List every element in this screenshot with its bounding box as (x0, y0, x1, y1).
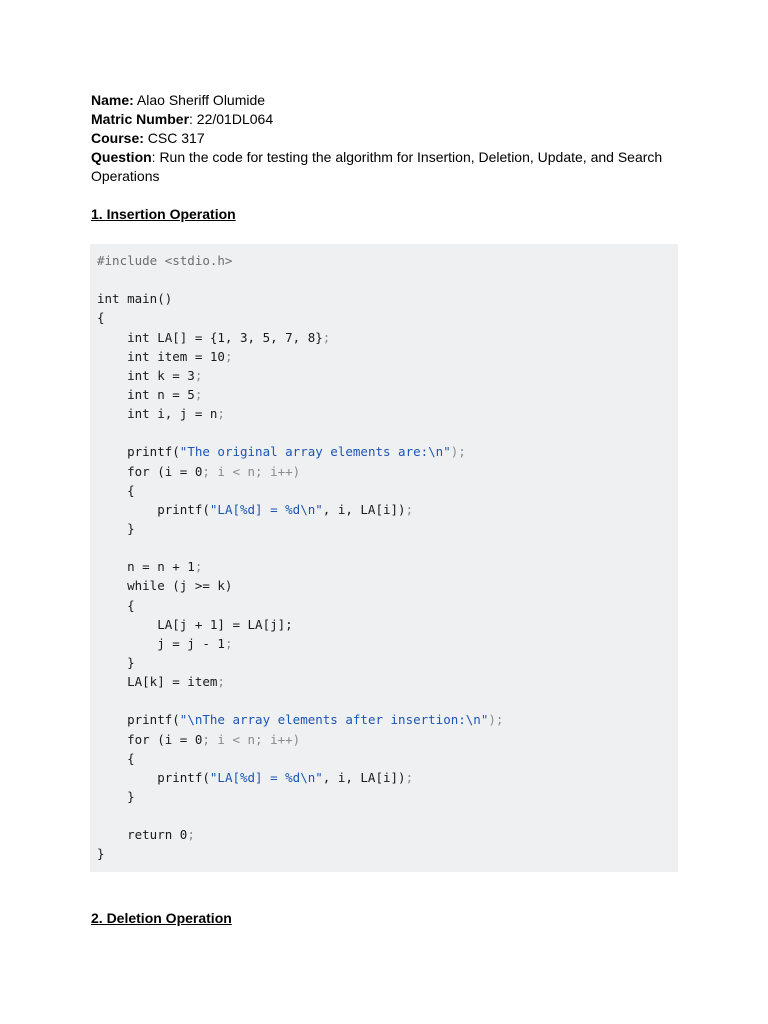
code-token: { (97, 482, 135, 498)
code-token: printf( (97, 769, 210, 785)
deletion-heading: 2. Deletion Operation (91, 910, 232, 926)
code-line (97, 442, 671, 461)
question-label: Question (91, 149, 152, 165)
code-line (97, 825, 671, 844)
code-line (97, 385, 671, 404)
code-token: , i, LA[i]) (322, 501, 406, 517)
code-line (97, 251, 671, 270)
code-token: , i, LA[i]) (322, 769, 406, 785)
code-line (97, 270, 671, 289)
code-token: ; (224, 635, 233, 651)
code-line (97, 672, 671, 691)
code-line (97, 328, 671, 347)
code-token: while (j >= k) (97, 578, 233, 594)
matric-value: : 22/01DL064 (189, 111, 274, 127)
code-line (97, 691, 671, 710)
name-value: Alao Sheriff Olumide (133, 92, 266, 108)
code-token: ; (322, 329, 331, 345)
code-token: ; (194, 559, 203, 575)
code-token: ; i < n; i++) (202, 731, 301, 747)
code-line (97, 404, 671, 423)
code-line (97, 289, 671, 308)
matric-line (91, 110, 691, 129)
code-token: "LA[%d] = %d\n" (209, 769, 323, 785)
code-token: LA[j + 1] = LA[j]; (97, 616, 293, 632)
code-token: } (97, 520, 135, 536)
code-token: { (97, 750, 135, 766)
code-token: ; (405, 501, 414, 517)
code-token: int k = 3 (97, 367, 195, 383)
course-value: CSC 317 (143, 130, 205, 146)
code-token: LA[k] = item (97, 674, 218, 690)
code-token: int n = 5 (97, 386, 195, 402)
document-header (91, 91, 691, 186)
code-token: j = j - 1 (97, 635, 225, 651)
name-label: Name: (91, 92, 134, 108)
name-line (91, 91, 691, 110)
code-line (97, 481, 671, 500)
code-line (97, 557, 671, 576)
matric-label: Matric Number (91, 111, 190, 127)
code-line (97, 519, 671, 538)
code-token: } (97, 654, 135, 670)
code-line (97, 615, 671, 634)
code-line (97, 730, 671, 749)
code-line (97, 423, 671, 442)
code-token: ; (217, 674, 225, 690)
code-line (97, 366, 671, 385)
code-token: int main() (97, 291, 173, 307)
code-token: int LA[] = {1, 3, 5, 7, 8} (97, 329, 323, 345)
code-token: ); (450, 444, 466, 460)
code-line (97, 653, 671, 672)
code-line (97, 768, 671, 787)
code-token: } (97, 788, 135, 804)
code-token: ; i < n; i++) (202, 463, 301, 479)
code-line (97, 500, 671, 519)
code-token: for (i = 0 (97, 731, 203, 747)
code-token: ; (187, 827, 195, 843)
code-line (97, 634, 671, 653)
code-token: printf( (97, 712, 180, 728)
code-token: ; (405, 769, 414, 785)
code-token: printf( (97, 444, 180, 460)
code-line (97, 806, 671, 825)
code-token: printf( (97, 501, 210, 517)
code-line (97, 749, 671, 768)
code-block (90, 244, 678, 872)
code-token: ; (194, 367, 203, 383)
code-token: { (97, 310, 105, 326)
code-token: } (97, 846, 105, 862)
course-line (91, 129, 691, 148)
code-token: return 0 (97, 827, 188, 843)
code-line (97, 710, 671, 729)
code-line (97, 576, 671, 595)
code-line (97, 538, 671, 557)
code-token: { (97, 597, 135, 613)
code-token: ); (488, 712, 504, 728)
question-value: : Run the code for testing the algorithm for Insertion, Deletion, Update, and Search Operations (91, 149, 663, 184)
code-line (97, 347, 671, 366)
code-line (97, 462, 671, 481)
code-token: "\nThe array elements after insertion:\n" (179, 712, 489, 728)
question-line (91, 148, 691, 186)
code-line (97, 596, 671, 615)
code-token: "The original array elements are:\n" (179, 444, 451, 460)
code-token: "LA[%d] = %d\n" (209, 501, 323, 517)
code-token: int item = 10 (97, 348, 225, 364)
code-token: for (i = 0 (97, 463, 203, 479)
code-line (97, 787, 671, 806)
insertion-heading: 1. Insertion Operation (91, 206, 236, 222)
course-label: Course: (91, 130, 144, 146)
code-token: ; (194, 386, 203, 402)
code-token: ; (224, 348, 233, 364)
code-token: int i, j = n (97, 406, 218, 422)
code-line (97, 844, 671, 863)
code-line (97, 308, 671, 327)
code-token: n = n + 1 (97, 559, 195, 575)
code-token: ; (217, 406, 225, 422)
code-token: #include <stdio.h> (97, 253, 233, 268)
